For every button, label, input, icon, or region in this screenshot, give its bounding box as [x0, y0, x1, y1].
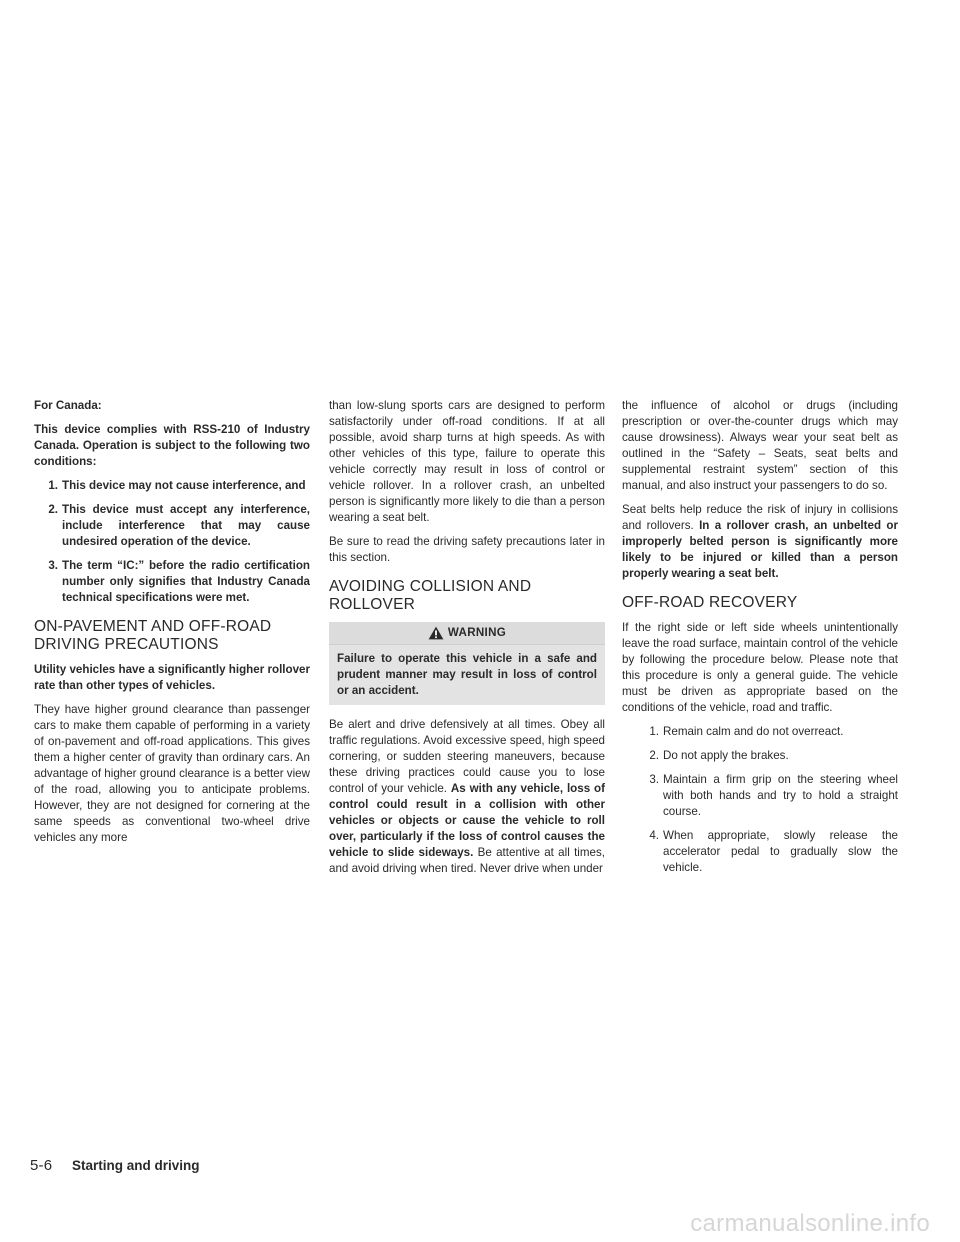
warning-box	[329, 622, 605, 705]
page-footer	[0, 1157, 400, 1181]
warning-title: WARNING	[447, 626, 507, 639]
column-1	[34, 398, 310, 854]
list-text: The term “IC:” before the radio certification number only signifies that Industry Canada technical specifications were met.	[62, 559, 310, 604]
list-number: 3.	[48, 559, 58, 572]
section-heading-avoiding-collision: AVOIDING COLLISION AND ROLLOVER	[329, 578, 532, 613]
list-item	[622, 828, 898, 876]
warning-header	[329, 622, 605, 645]
list-item	[34, 478, 310, 494]
for-canada-label: For Canada:	[34, 399, 102, 412]
list-item	[622, 748, 898, 764]
list-number: 3.	[649, 773, 659, 786]
list-item	[34, 558, 310, 606]
body-paragraph	[329, 717, 605, 877]
rollover-warning-intro: Utility vehicles have a significantly higher rollover rate than other types of vehicles.	[34, 663, 310, 692]
list-item	[34, 502, 310, 550]
seatbelt-bold-text: In a rollover crash, an unbelted or improperly belted person is significantly more likely to be injured or killed than a person properly wearing a seat belt.	[622, 519, 898, 580]
list-number: 2.	[48, 503, 58, 516]
warning-text: Failure to operate this vehicle in a safe and prudent manner may result in loss of control or an accident.	[337, 652, 597, 697]
body-paragraph: than low-slung sports cars are designed to perform satisfactorily under off-road conditions. If at all possible, avoid sharp turns at high speeds. As with other vehicles of this type, failure to operate this vehicle correctly may result in loss of control or vehicle rollover. In a rollover crash, an unbelted person is significantly more likely to die than a person wearing a seat belt.	[329, 399, 605, 524]
alert-bold-text: As with any vehicle, loss of control could result in a collision with other vehicles or objects or cause the vehicle to roll over, particularly if the loss of control causes the vehicle to slide sideways.	[329, 782, 605, 859]
rss-statement: This device complies with RSS-210 of Industry Canada. Operation is subject to the following two conditions:	[34, 423, 310, 468]
list-text: When appropriate, slowly release the accelerator pedal to gradually slow the vehicle.	[663, 829, 898, 874]
list-item	[622, 772, 898, 820]
section-title: Starting and driving	[72, 1158, 200, 1173]
list-item	[622, 724, 898, 740]
list-number: 1.	[649, 725, 659, 738]
watermark: carmanualsonline.info	[690, 1210, 930, 1237]
list-number: 1.	[48, 479, 58, 492]
recovery-steps-list	[622, 724, 898, 876]
alert-text: Be alert and drive defensively at all times. Obey all traffic regulations. Avoid excessive speed, high speed cornering, or sudden steering maneuvers, because these driving practices could cause you to lose control of your vehicle.	[329, 718, 605, 795]
page-number: 5-6	[30, 1157, 53, 1174]
body-paragraph: the influence of alcohol or drugs (including prescription or over-the-counter drugs which may cause drowsiness). Always wear your seat belt as outlined in the “Safety – Seats, seat belts and supplemental restraint system” section of this manual, and also instruct your passengers to do so.	[622, 399, 898, 492]
body-paragraph: If the right side or left side wheels unintentionally leave the road surface, maintain control of the vehicle by following the procedure below. Please note that this procedure is only a general guide. The vehicle must be driven as appropriate based on the conditions of the vehicle, road and traffic.	[622, 621, 898, 714]
alert-tail-text: Be attentive at all times, and avoid driving when tired. Never drive when under	[329, 846, 605, 875]
list-text: Do not apply the brakes.	[663, 749, 789, 762]
body-paragraph	[622, 502, 898, 582]
column-3	[622, 398, 898, 884]
list-text: This device must accept any interference, include interference that may cause undesired operation of the device.	[62, 503, 310, 548]
warning-icon	[428, 626, 444, 640]
body-paragraph: They have higher ground clearance than passenger cars to make them capable of performing in a variety of on-pavement and off-road applications. This gives them a higher center of gravity than ordinary cars. An advantage of higher ground clearance is a better view of the road, allowing you to anticipate problems. However, they are not designed for cornering at the same speeds as conventional two-wheel drive vehicles any more	[34, 703, 310, 844]
list-number: 4.	[649, 829, 659, 842]
seatbelt-text: Seat belts help reduce the risk of injury in collisions and rollovers.	[622, 503, 898, 532]
conditions-list	[34, 478, 310, 606]
list-number: 2.	[649, 749, 659, 762]
section-heading-driving-precautions: ON-PAVEMENT AND OFF-ROAD DRIVING PRECAUTIONS	[34, 618, 272, 653]
column-2	[329, 398, 605, 885]
section-heading-off-road-recovery: OFF-ROAD RECOVERY	[622, 594, 798, 611]
list-text: This device may not cause interference, and	[62, 479, 306, 492]
list-text: Maintain a firm grip on the steering wheel with both hands and try to hold a straight course.	[663, 773, 898, 818]
body-paragraph: Be sure to read the driving safety precautions later in this section.	[329, 535, 605, 564]
list-text: Remain calm and do not overreact.	[663, 725, 844, 738]
